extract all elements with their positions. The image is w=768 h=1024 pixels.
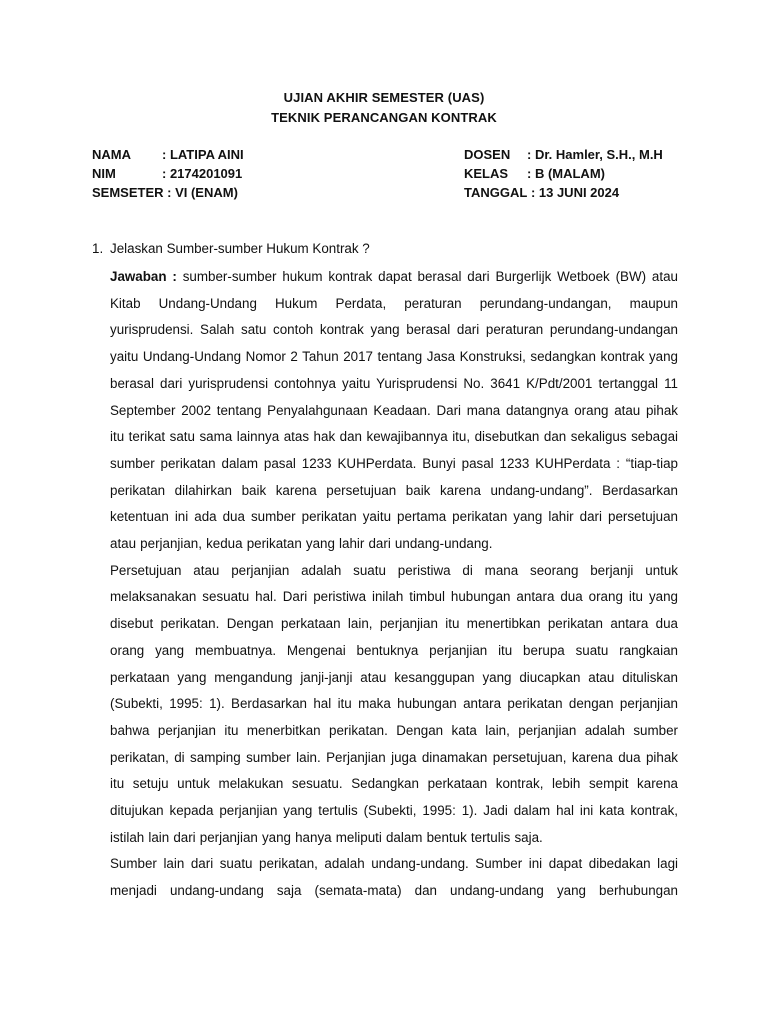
nim-row	[92, 166, 242, 181]
nama-row	[92, 147, 244, 162]
question-text: Jelaskan Sumber-sumber Hukum Kontrak ?	[110, 241, 370, 256]
tanggal-value: : 13 JUNI 2024	[530, 185, 620, 200]
tanggal-label: TANGGAL	[464, 185, 528, 200]
semester-value: : VI (ENAM)	[167, 185, 238, 200]
semester-label: SEMSETER	[92, 185, 164, 200]
answer-label: Jawaban :	[110, 269, 177, 284]
nama-value: : LATIPA AINI	[162, 147, 244, 162]
exam-title: UJIAN AKHIR SEMESTER (UAS)	[283, 90, 485, 105]
answer-paragraph-2: Persetujuan atau perjanjian adalah suatu peristiwa di mana seorang berjanji untuk melaksanakan sesuatu hal. Dari peristiwa inilah timbul hubungan antara dua orang itu yang disebut perikatan. Dengan perkataan lain, perjanjian itu menertibkan perikatan antara dua orang yang membuatnya. Mengenai bentuknya perjanjian itu berupa suatu rangkaian perkataan yang mengandung janji-janji atau kesanggupan yang diucapkan atau dituliskan (Subekti, 1995: 1). Berdasarkan hal itu maka hubungan antara perikatan dengan perjanjian bahwa perjanjian itu menerbitkan perikatan. Dengan kata lain, perjanjian adalah sumber perikatan, di samping sumber lain. Perjanjian juga dinamakan persetujuan, karena dua pihak itu setuju untuk melakukan sesuatu. Sedangkan perkataan kontrak, lebih sempit karena ditujukan kepada perjanjian yang tertulis (Subekti, 1995: 1). Jadi dalam hal ini kata kontrak, istilah lain dari perjanjian yang hanya meliputi dalam bentuk tertulis saja.	[110, 562, 678, 845]
dosen-row	[464, 147, 663, 162]
question-item	[92, 241, 370, 256]
answer-paragraph-1	[110, 264, 678, 558]
dosen-label: DOSEN	[464, 147, 511, 162]
nim-label: NIM	[92, 166, 116, 181]
answer-paragraph-1-text: sumber-sumber hukum kontrak dapat berasal dari Burgerlijk Wetboek (BW) atau Kitab Undang-Undang Hukum Perdata, peraturan perundang-undangan, maupun yurisprudensi. Salah satu contoh kontrak yang berasal dari peraturan perundang-undangan yaitu Undang-Undang Nomor 2 Tahun 2017 tentang Jasa Konstruksi, sedangkan kontrak yang berasal dari yurisprudensi contohnya yaitu Yurisprudensi No. 3641 K/Pdt/2001 tertanggal 11 September 2002 tentang Penyalahgunaan Keadaan. Dari mana datangnya orang atau pihak itu terikat satu sama lainnya atas hak dan kewajibannya itu, disebutkan dan sekaligus sebagai sumber perikatan dalam pasal 1233 KUHPerdata. Bunyi pasal 1233 KUHPerdata : “tiap-tiap perikatan dilahirkan baik karena persetujuan baik karena undang-undang”. Berdasarkan ketentuan ini ada dua sumber perikatan yaitu pertama perikatan yang lahir dari persetujuan atau perjanjian, kedua perikatan yang lahir dari undang-undang.	[110, 269, 678, 552]
semester-row	[92, 185, 238, 200]
nama-label: NAMA	[92, 147, 131, 162]
course-title: TEKNIK PERANCANGAN KONTRAK	[271, 110, 497, 125]
answer-paragraph-3: Sumber lain dari suatu perikatan, adalah undang-undang. Sumber ini dapat dibedakan lagi menjadi undang-undang saja (semata-mata) dan undang-undang yang berhubungan	[110, 856, 678, 899]
nim-value: : 2174201091	[162, 166, 243, 181]
tanggal-row	[464, 185, 619, 200]
kelas-row	[464, 166, 605, 181]
question-number: 1.	[92, 241, 104, 256]
answer-body	[110, 264, 678, 905]
kelas-label: KELAS	[464, 166, 509, 181]
kelas-value: : B (MALAM)	[527, 166, 605, 181]
dosen-value: : Dr. Hamler, S.H., M.H	[527, 147, 663, 162]
